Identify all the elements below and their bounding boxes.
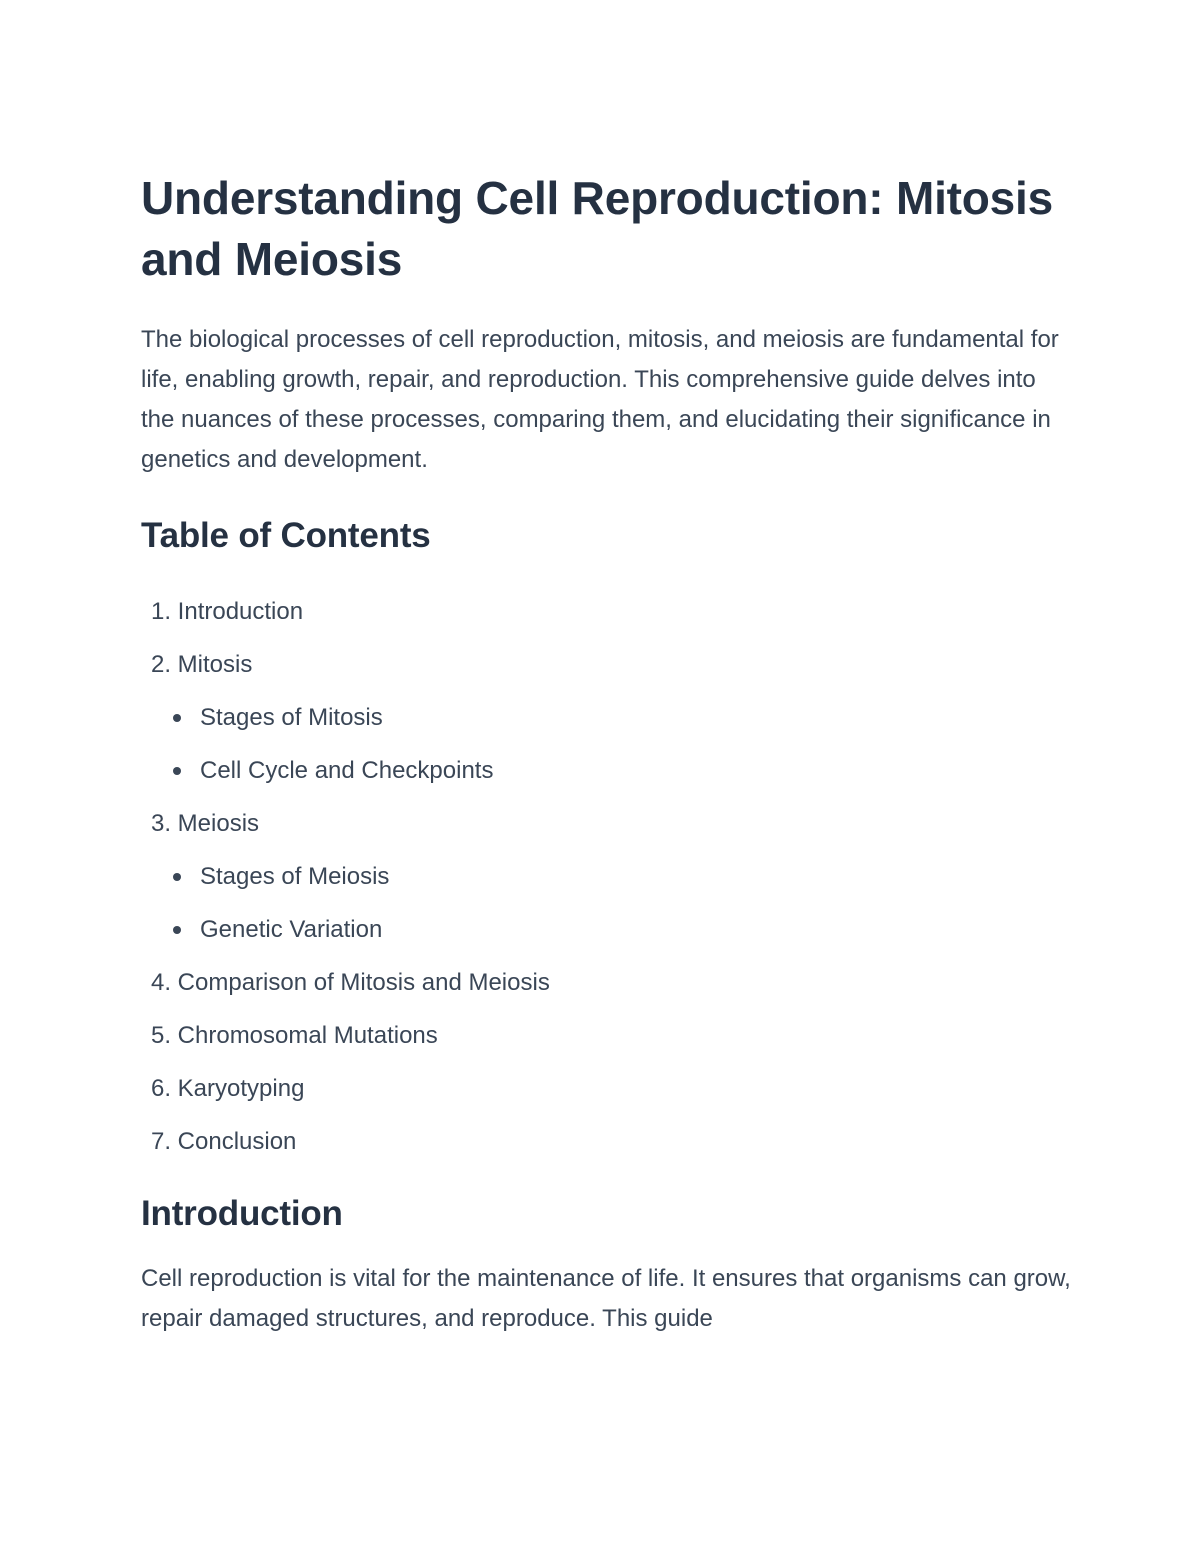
toc-number: 3.: [150, 810, 171, 837]
toc-subitem-stages-of-meiosis[interactable]: Stages of Meiosis: [171, 850, 1071, 903]
toc-sublist-mitosis: [141, 691, 1071, 797]
intro-paragraph: The biological processes of cell reproduction, mitosis, and meiosis are fundamental for life, enabling growth, repair, and reproduction. This comprehensive guide delves into the nuances of these processes, comparing them, and elucidating their significance in genetics and development.: [141, 326, 1059, 473]
toc-label: Comparison of Mitosis and Meiosis: [177, 969, 550, 996]
toc-subitem-cell-cycle[interactable]: Cell Cycle and Checkpoints: [171, 744, 1071, 797]
toc-item-karyotyping[interactable]: [141, 1062, 1071, 1115]
toc-item-meiosis[interactable]: [141, 797, 1071, 956]
toc-sublist-meiosis: [141, 850, 1071, 956]
page-title: Understanding Cell Reproduction: Mitosis and Meiosis: [141, 172, 1054, 285]
toc-label: Introduction: [177, 598, 304, 625]
introduction-heading: Introduction: [141, 1194, 343, 1233]
document-page: [141, 168, 1071, 1339]
toc-label: Karyotyping: [177, 1075, 305, 1102]
introduction-paragraph: Cell reproduction is vital for the maintenance of life. It ensures that organisms can grow, repair damaged structures, and reproduce. This guide: [141, 1265, 1071, 1332]
toc-item-chromosomal-mutations[interactable]: [141, 1009, 1071, 1062]
toc-number: 4.: [150, 969, 171, 996]
table-of-contents: [141, 585, 1071, 1168]
toc-item-comparison[interactable]: [141, 956, 1071, 1009]
toc-subitem-genetic-variation[interactable]: Genetic Variation: [171, 903, 1071, 956]
toc-number: 6.: [150, 1075, 171, 1102]
toc-item-mitosis[interactable]: [141, 638, 1071, 797]
toc-number: 7.: [150, 1128, 171, 1155]
toc-heading: Table of Contents: [141, 516, 431, 555]
toc-label: Mitosis: [177, 651, 253, 678]
toc-number: 2.: [150, 651, 171, 678]
toc-number: 1.: [150, 598, 171, 625]
toc-number: 5.: [150, 1022, 171, 1049]
toc-subitem-stages-of-mitosis[interactable]: Stages of Mitosis: [171, 691, 1071, 744]
toc-label: Meiosis: [177, 810, 260, 837]
toc-item-introduction[interactable]: [141, 585, 1071, 638]
toc-item-conclusion[interactable]: [141, 1115, 1071, 1168]
toc-label: Conclusion: [177, 1128, 297, 1155]
toc-label: Chromosomal Mutations: [177, 1022, 438, 1049]
